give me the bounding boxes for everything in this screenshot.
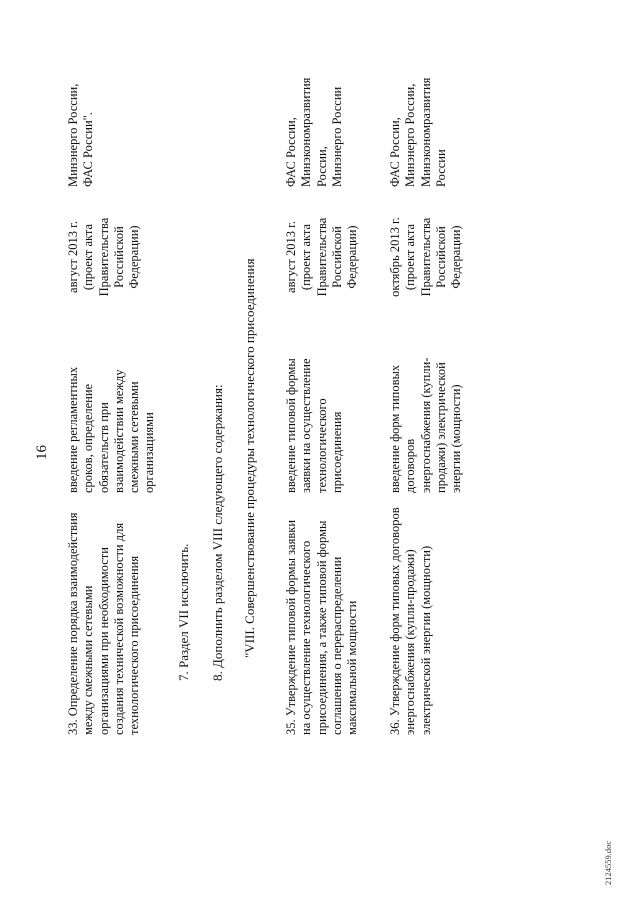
row-33-result-line: организациями (142, 412, 157, 493)
row-35-deadline (284, 201, 360, 313)
row-33-measure-line: технологического присоединения (127, 555, 142, 735)
row-36-measure (388, 507, 434, 735)
row-35-result-line: введение типовой формы (284, 358, 298, 493)
row-35-deadline-line: (проект акта (299, 223, 314, 291)
row-33-deadline-line: Федерации) (127, 225, 142, 289)
row-35-measure (284, 520, 360, 735)
row-36-result-line: энергоснабжения (купли- (418, 357, 433, 493)
row-35-responsible-line: Минэнерго России (329, 86, 344, 187)
row-33-deadline-line: (проект акта (81, 223, 96, 291)
row-36-deadline (388, 201, 464, 313)
row-36-result-line: продажи) электрической (433, 362, 448, 493)
row-35-deadline-line: Федерации) (345, 225, 360, 289)
row-36-result-line: энергии (мощности) (449, 384, 464, 493)
row-33-result-line: сроков, определение (81, 383, 96, 493)
row-35-measure-line: 35. Утверждение типовой формы заявки (284, 519, 298, 735)
row-36-deadline-line: Федерации) (449, 225, 464, 289)
row-35-result-line: присоединения (329, 411, 344, 493)
row-36-result-line: введение форм типовых (388, 364, 402, 493)
row-36-measure-line: 36. Утверждение форм типовых договоров (388, 507, 402, 735)
row-35-measure-line: максимальной мощности (345, 600, 360, 735)
row-35-result-line: заявки на осуществление (299, 358, 314, 493)
row-33-result-line: введение регламентных (66, 366, 80, 493)
row-35-measure-line: на осуществление технологического (299, 540, 314, 735)
paragraph-8: 8. Дополнить разделом VIII следующего содержания: (210, 384, 225, 681)
row-33-measure-line: создания технической возможности для (111, 522, 126, 735)
row-33-deadline (66, 201, 142, 313)
section-title: "VIII. Совершенствование процедуры технологического присоединения (242, 258, 257, 658)
row-35-responsible-line: России, (314, 146, 329, 187)
paragraph-7: 7. Раздел VII исключить. (176, 543, 191, 681)
row-36-responsible-line: России (433, 149, 448, 187)
row-36-responsible-line: Минэнерго России, (403, 83, 418, 187)
page-number: 16 (34, 445, 50, 460)
row-33-result-line: взаимодействии между (111, 369, 126, 493)
row-35-deadline-line: Правительства (314, 217, 329, 297)
row-33-result (66, 367, 158, 493)
row-36-responsible (388, 78, 449, 187)
row-33-deadline-line: август 2013 г. (66, 221, 80, 293)
row-35-deadline-line: Российской (329, 226, 344, 288)
row-33-responsible (66, 84, 97, 187)
row-36-deadline-line: Правительства (418, 217, 433, 297)
row-35-result-line: технологического (314, 398, 329, 493)
row-33-result-line: обязательств при (96, 402, 111, 493)
row-33-result-line: смежными сетевыми (127, 381, 142, 493)
document-id: 2124559.doc (603, 840, 613, 885)
row-36-measure-line: электрической энергии (мощности) (418, 545, 433, 735)
row-35-measure-line: присоединения, а также типовой формы (314, 520, 329, 735)
row-33-measure-line: 33. Определение порядка взаимодействия (66, 512, 80, 735)
row-33-measure-line: организациями при необходимости (96, 547, 111, 735)
row-33-responsible-line: ФАС России". (81, 112, 96, 187)
row-35-responsible-line: Минэкономразвития (299, 77, 314, 187)
row-33-deadline-line: Правительства (96, 217, 111, 297)
row-36-deadline-line: Российской (433, 226, 448, 288)
row-35-responsible-line: ФАС России, (284, 117, 298, 187)
row-36-responsible-line: Минэкономразвития (418, 77, 433, 187)
row-36-deadline-line: октябрь 2013 г. (388, 217, 402, 297)
row-33-deadline-line: Российской (111, 226, 126, 288)
row-33-measure-line: между смежными сетевыми (81, 585, 96, 735)
row-36-responsible-line: ФАС России, (388, 117, 402, 187)
row-35-result (284, 358, 345, 493)
row-36-measure-line: энергоснабжения (купли-продажи) (403, 549, 418, 735)
row-35-measure-line: соглашения о перераспределении (329, 556, 344, 735)
row-36-result (388, 358, 464, 493)
row-35-deadline-line: август 2013 г. (284, 221, 298, 293)
row-36-deadline-line: (проект акта (403, 223, 418, 291)
row-33-responsible-line: Минэнерго России, (66, 83, 80, 187)
row-36-result-line: договоров (403, 438, 418, 493)
row-35-responsible (284, 78, 345, 187)
row-33-measure (66, 512, 142, 735)
